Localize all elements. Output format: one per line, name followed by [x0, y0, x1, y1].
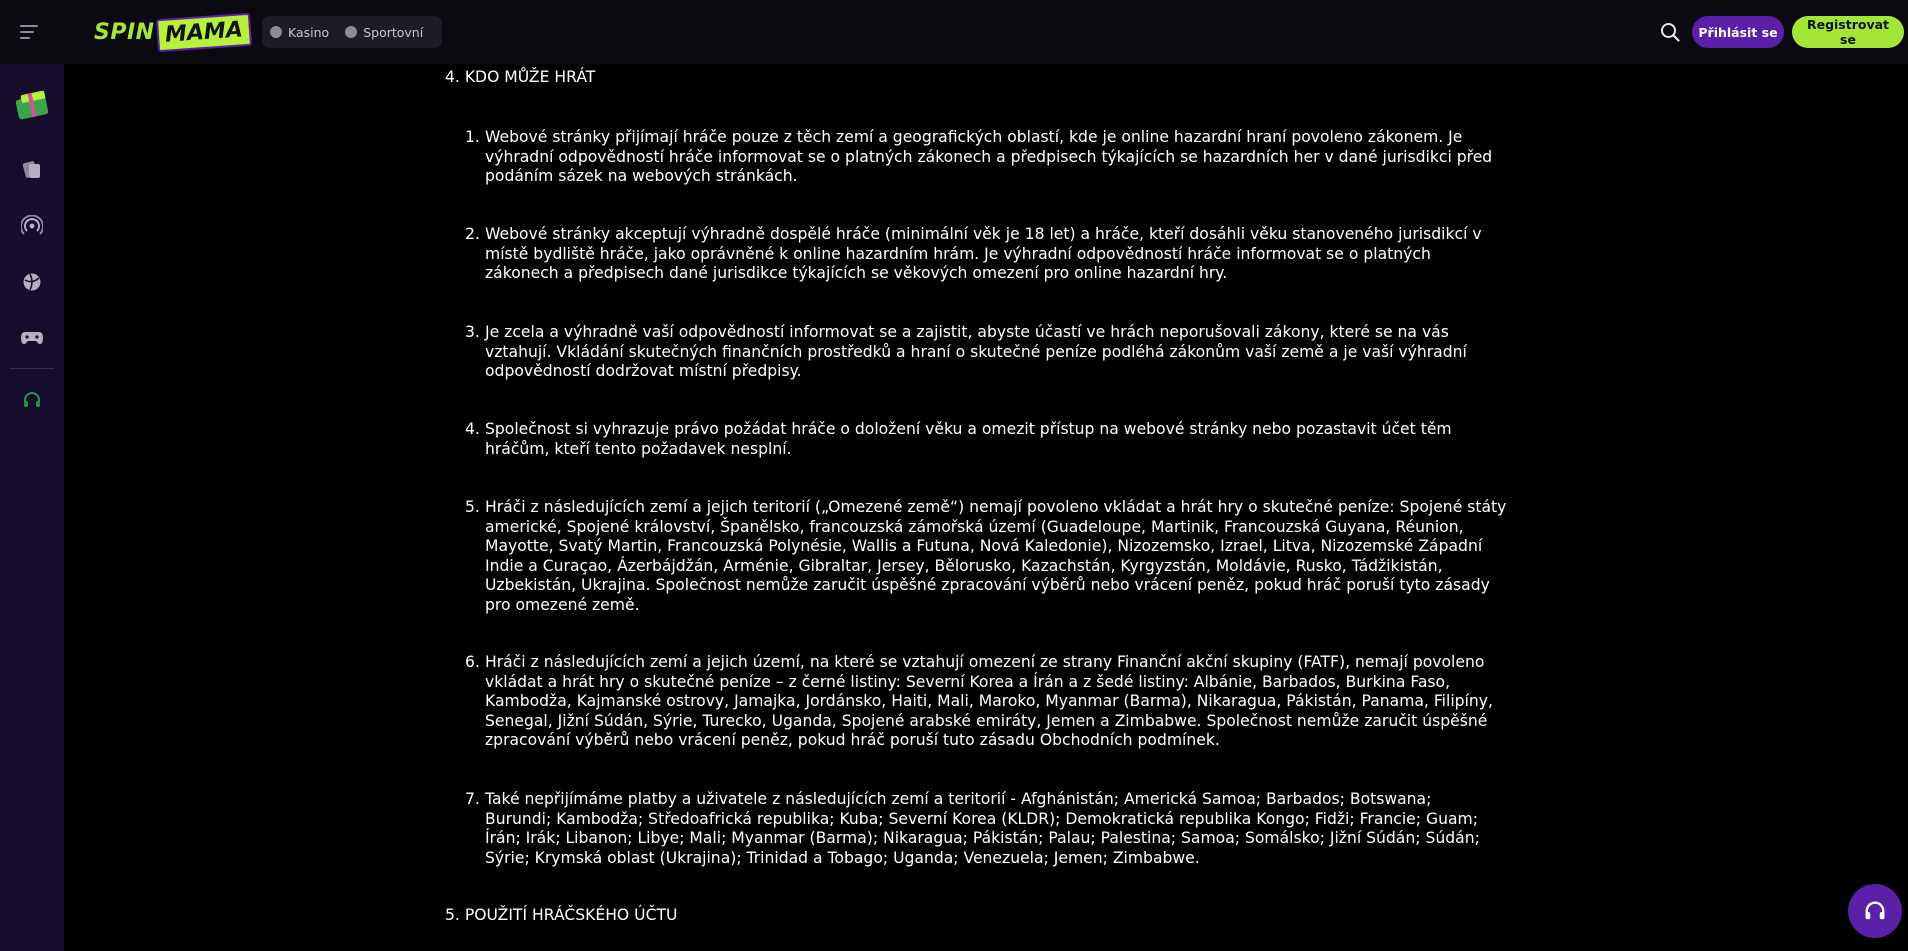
list-item-number: 5.	[465, 498, 480, 516]
list-item-number: 3.	[465, 323, 480, 341]
hamburger-menu-icon[interactable]	[20, 23, 42, 41]
nav-sports[interactable]	[337, 16, 431, 48]
section-4-title: 4. KDO MŮŽE HRÁT	[445, 68, 596, 86]
sidebar-item-casino[interactable]	[18, 156, 46, 184]
list-item-line: Indie a Curaçao, Ázerbájdžán, Arménie, Gibraltar, Jersey, Bělorusko, Kazachstán, Kyrgyzstán, Moldávie, Rusko, Tádžikistán,	[485, 556, 1443, 575]
gamepad-icon	[20, 329, 44, 347]
support-chat-button[interactable]	[1848, 884, 1902, 938]
list-item-line: Mayotte, Svatý Martin, Francouzská Polynésie, Wallis a Futuna, Nová Kaledonie), Nizozemsko, Izrael, Litva, Nizozemské Západní	[485, 537, 1483, 555]
main-nav	[262, 16, 442, 48]
casino-cards-icon	[21, 159, 43, 181]
list-item-line: Webové stránky přijímají hráče pouze z těch zemí a geografických oblastí, kde je online hazardní hraní povoleno zákonem. Je	[485, 128, 1463, 146]
sidebar-item-promotions[interactable]	[12, 84, 52, 124]
sidebar-item-sports[interactable]	[18, 268, 46, 296]
list-item-line: americké, Spojené království, Španělsko, francouzská zámořská území (Guadeloupe, Martinik, Francouzská Guyana, Réunion,	[485, 517, 1464, 536]
nav-sports-label: Sportovní	[363, 24, 424, 40]
logo-part-spin: SPIN	[94, 19, 155, 45]
list-item-line: Uzbekistán, Ukrajina. Společnost nemůže zaručit úspěšné zpracování výběrů nebo vrácení peněz, pokud hráč poruší tyto zásady	[485, 576, 1490, 594]
list-item	[465, 128, 1555, 187]
nav-casino-label: Kasino	[288, 24, 330, 40]
site-logo[interactable]	[94, 13, 250, 51]
list-item-line: Také nepřijímáme platby a uživatele z následujících zemí a teritorií - Afghánistán; Americká Samoa; Barbados; Botswana;	[485, 790, 1432, 808]
list-item-line: zákonech a předpisech dané jurisdikce týkajících se věkových omezení pro online hazardní hry.	[485, 264, 1228, 282]
list-item-number: 1.	[465, 128, 480, 146]
list-item-line: Hráči z následujících zemí a jejich teritorií („Omezené země“) nemají povoleno vkládat a hrát hry o skutečné peníze: Spojené státy	[485, 498, 1507, 516]
terms-content	[445, 64, 1555, 951]
list-item	[465, 498, 1555, 615]
sidebar-divider	[10, 368, 54, 369]
list-item-line: Je zcela a výhradně vaší odpovědností informovat se a zajistit, abyste účastí ve hrách neporušovali zákony, které se na vás	[485, 323, 1449, 341]
list-item-line: výhradní odpovědností hráče informovat se o platných zákonech a předpisech týkajících se hazardních her v dané jurisdikci před	[485, 147, 1493, 166]
list-item-line: Burundi; Kambodža; Středoafrická republika; Kuba; Severní Korea (KLDR); Demokratická republika Kongo; Fidži; Francie; Guam;	[485, 809, 1478, 828]
list-item-line: Webové stránky akceptují výhradně dospělé hráče (minimální věk je 18 let) a hráče, kteří dosáhli věku stanoveného jurisdikcí v	[485, 225, 1482, 243]
list-item-line: podáním sázek na webových stránkách.	[485, 167, 798, 185]
list-item-number: 2.	[465, 225, 480, 243]
list-item-line: zpracování výběrů nebo vrácení peněz, pokud hráč poruší tuto zásadu Obchodních podmínek.	[485, 731, 1220, 749]
login-button[interactable]: Přihlásit se	[1692, 16, 1784, 48]
list-item-line: pro omezené země.	[485, 595, 640, 614]
support-headset-icon	[1862, 898, 1888, 924]
casino-chip-icon	[270, 26, 282, 38]
sidebar	[0, 64, 64, 951]
list-item	[465, 323, 1555, 382]
logo-part-mama: MAMA	[156, 12, 252, 51]
list-item-line: vztahují. Vkládání skutečných finančních prostředků a hraní o skutečné peníze podléhá zákonům vaší země a je vaší výhradní	[485, 342, 1467, 361]
list-item-line: Kambodža, Kajmanské ostrovy, Jamajka, Jordánsko, Haiti, Mali, Maroko, Myanmar (Barma), Nikaragua, Pákistán, Panama, Filipíny,	[485, 692, 1493, 710]
list-item-line: odpovědností dodržovat místní předpisy.	[485, 362, 802, 380]
list-item-line: místě bydliště hráče, jako oprávněné k online hazardním hrám. Je výhradní odpovědností hráče informovat se o platných	[485, 244, 1431, 263]
sidebar-item-support[interactable]	[18, 386, 46, 414]
top-bar	[0, 0, 1908, 64]
list-item-line: Hráči z následujících zemí a jejich území, na které se vztahují omezení ze strany Finanční akční skupiny (FATF), nemají povoleno	[485, 653, 1485, 671]
sidebar-item-live[interactable]	[18, 212, 46, 240]
list-item-line: Írán; Irák; Libanon; Libye; Mali; Myanmar (Barma); Nikaragua; Pákistán; Palau; Palestina; Samoa; Somálsko; Jižní Súdán; Súdán;	[485, 829, 1480, 847]
sports-ball-icon	[21, 271, 43, 293]
list-item-number: 6.	[465, 653, 480, 671]
search-icon[interactable]	[1660, 22, 1680, 42]
list-item	[465, 790, 1555, 868]
nav-casino[interactable]	[262, 16, 337, 48]
list-item-number: 7.	[465, 790, 480, 808]
list-item-line: Společnost si vyhrazuje právo požádat hráče o doložení věku a omezit přístup na webové stránky nebo pozastavit účet těm	[485, 420, 1452, 438]
register-button[interactable]: Registrovat se	[1792, 16, 1904, 48]
section-5-title: 5. POUŽITÍ HRÁČSKÉHO ÚČTU	[445, 906, 678, 924]
list-item-line: Senegal, Jižní Súdán, Sýrie, Turecko, Uganda, Spojené arabské emiráty, Jemen a Zimbabwe. Společnost nemůže zaručit úspěšné	[485, 711, 1488, 730]
list-item-number: 4.	[465, 420, 480, 438]
list-item	[465, 225, 1555, 284]
list-item-line: hráčům, kteří tento požadavek nesplní.	[485, 439, 792, 458]
list-item	[465, 420, 1555, 459]
list-item-line: Sýrie; Krymská oblast (Ukrajina); Trinidad a Tobago; Uganda; Venezuela; Jemen; Zimbabwe.	[485, 848, 1200, 867]
list-item-line: vkládat a hrát hry o skutečné peníze – z černé listiny: Severní Korea a Írán a z šedé listiny: Albánie, Barbados, Burkina Faso,	[485, 672, 1451, 691]
live-broadcast-icon	[21, 215, 43, 237]
promotions-gift-icon	[13, 87, 51, 121]
support-headset-icon	[21, 389, 43, 411]
list-item	[465, 653, 1555, 751]
sidebar-item-games[interactable]	[18, 324, 46, 352]
sports-ball-icon	[345, 26, 357, 38]
